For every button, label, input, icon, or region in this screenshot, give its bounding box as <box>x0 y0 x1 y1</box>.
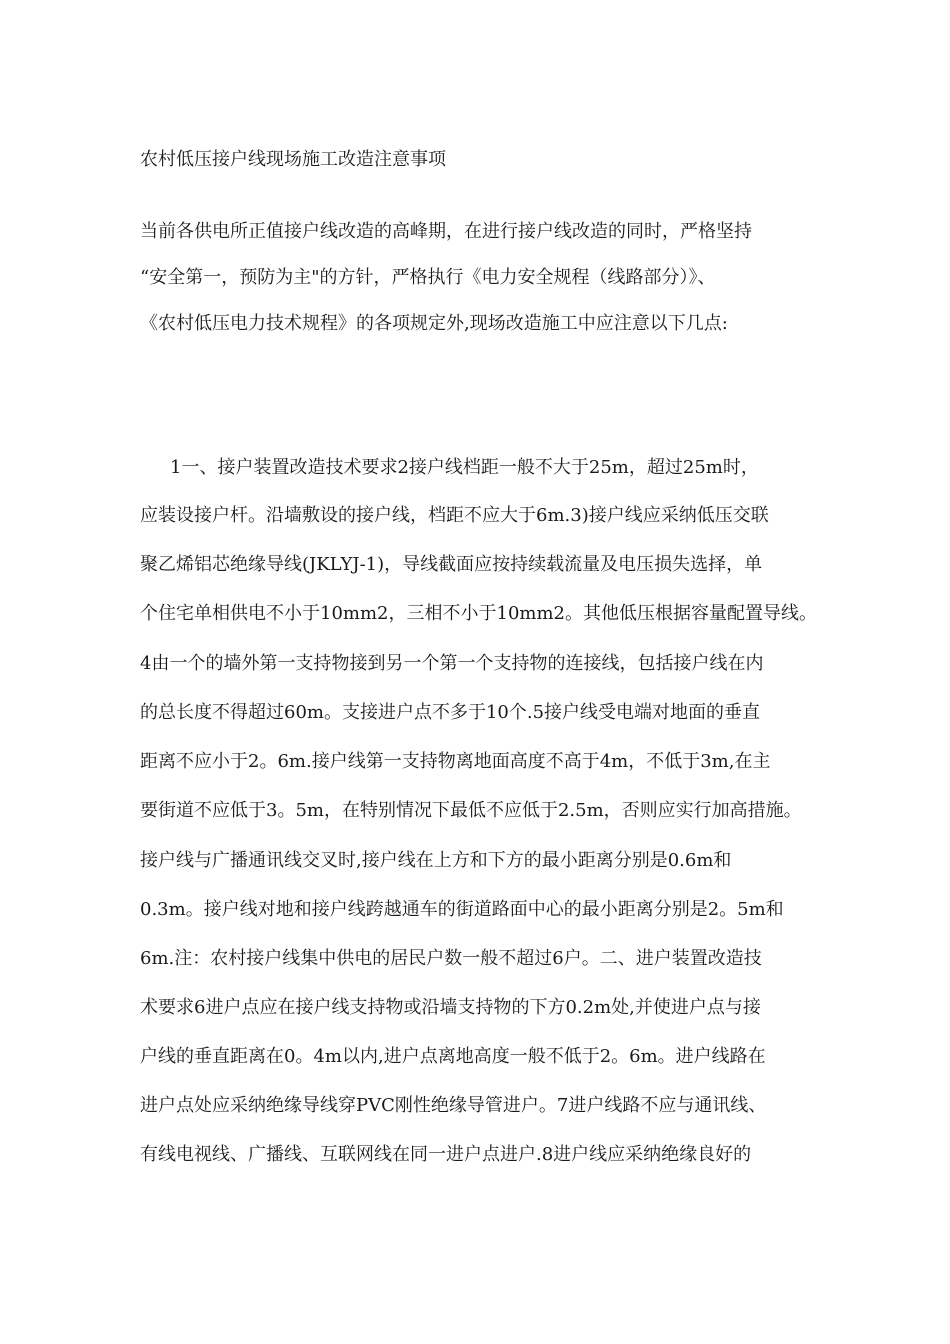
body-line: 有线电视线、广播线、互联网线在同一进户点进户.8进户线应采纳绝缘良好的 <box>140 1144 752 1165</box>
body-line: 应装设接户杆。沿墙敷设的接户线，档距不应大于6m.3)接户线应采纳低压交联 <box>140 505 769 526</box>
body-line: 4由一个的墙外第一支持物接到另一个第一个支持物的连接线，包括接户线在内 <box>140 653 764 674</box>
body-line: 术要求6进户点应在接户线支持物或沿墙支持物的下方0.2m处,并使进户点与接 <box>140 997 761 1018</box>
body-line: 距离不应小于2。6m.接户线第一支持物离地面高度不高于4m，不低于3m,在主 <box>140 751 771 772</box>
body-line: 0.3m。接户线对地和接户线跨越通车的街道路面中心的最小距离分别是2。5m和 <box>140 899 784 920</box>
intro-line: “安全第一，预防为主"的方针，严格执行《电力安全规程（线路部分）》、 <box>140 267 716 288</box>
document-title: 农村低压接户线现场施工改造注意事项 <box>140 149 446 170</box>
body-line: 进户点处应采纳绝缘导线穿PVC刚性绝缘导管进户。7进户线路不应与通讯线、 <box>140 1095 767 1116</box>
body-line: 6m.注：农村接户线集中供电的居民户数一般不超过6户。二、进户装置改造技 <box>140 948 762 969</box>
intro-line: 《农村低压电力技术规程》的各项规定外,现场改造施工中应注意以下几点: <box>140 313 728 334</box>
body-line: 个住宅单相供电不小于10mm2，三相不小于10mm2。其他低压根据容量配置导线。 <box>140 603 817 624</box>
body-line: 户线的垂直距离在0。4m以内,进户点离地高度一般不低于2。6m。进户线路在 <box>140 1046 766 1067</box>
body-line: 接户线与广播通讯线交叉时,接户线在上方和下方的最小距离分别是0.6m和 <box>140 850 732 871</box>
intro-line: 当前各供电所正值接户线改造的高峰期，在进行接户线改造的同时，严格坚持 <box>140 221 752 242</box>
body-line: 要街道不应低于3。5m，在特别情况下最低不应低于2.5m，否则应实行加高措施。 <box>140 800 802 821</box>
body-line: 1一、接户装置改造技术要求2接户线档距一般不大于25m，超过25m时， <box>170 457 759 478</box>
body-line: 聚乙烯铝芯绝缘导线(JKLYJ-1)，导线截面应按持续载流量及电压损失选择，单 <box>140 554 763 575</box>
body-line: 的总长度不得超过60m。支接进户点不多于10个.5接户线受电端对地面的垂直 <box>140 702 761 723</box>
